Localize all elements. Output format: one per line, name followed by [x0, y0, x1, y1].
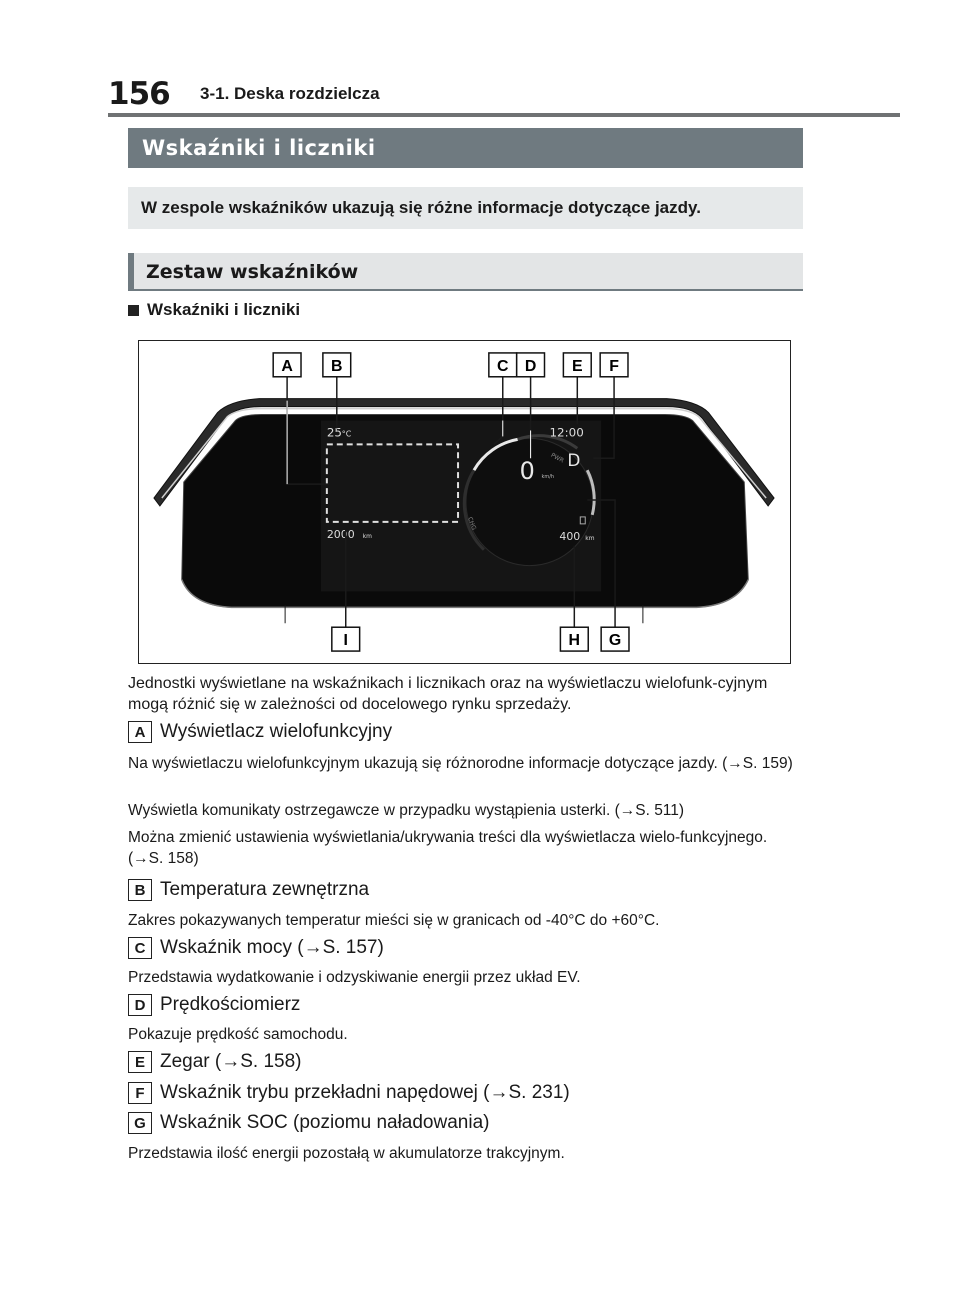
- entry-d-title: Prędkościomierz: [160, 994, 301, 1015]
- page-number: 156: [108, 76, 170, 112]
- outside-temperature: 25: [326, 425, 343, 440]
- entry-b: [128, 879, 369, 901]
- entry-b-title: Temperatura zewnętrzna: [160, 879, 370, 900]
- item-heading-label: Wskaźniki i liczniki: [147, 300, 301, 319]
- entry-a: [128, 721, 392, 743]
- letter-e-box: E: [128, 1051, 152, 1073]
- desc-g: Przedstawia ilość energii pozostałą w akumulatorze trakcyjnym.: [128, 1145, 565, 1162]
- pwr-label: PWR: [549, 451, 565, 465]
- callout-f: F: [609, 357, 619, 375]
- desc-d: Pokazuje prędkość samochodu.: [128, 1026, 348, 1043]
- desc-c: Przedstawia wydatkowanie i odzyskiwanie energii przez układ EV.: [128, 969, 581, 986]
- desc-a3: Można zmienić ustawienia wyświetlania/ukrywania treści dla wyświetlacza wielo-funkcyjnego. (→S. 158): [128, 829, 768, 867]
- entry-f: [128, 1082, 570, 1104]
- callout-c: C: [497, 357, 509, 375]
- intro-text: W zespole wskaźników ukazują się różne informacje dotyczące jazdy.: [128, 187, 803, 229]
- speed-value: 0: [519, 457, 535, 486]
- header-divider: [108, 113, 900, 117]
- odometer-unit: km: [362, 532, 372, 540]
- letter-f-box: F: [128, 1082, 152, 1104]
- chg-label: CHG: [466, 516, 478, 532]
- letter-g-box: G: [128, 1112, 152, 1134]
- entry-d: [128, 994, 300, 1016]
- range-unit: km: [585, 534, 595, 542]
- item-heading: [128, 300, 300, 320]
- figure-caption: Jednostki wyświetlane na wskaźnikach i licznikach oraz na wyświetlaczu wielofunk-cyjnym mogą różnić się w zależności od docelowego rynku sprzedaży.: [128, 675, 768, 713]
- letter-a-box: A: [128, 721, 152, 743]
- temperature-unit: °C: [341, 429, 352, 439]
- desc-a1: Na wyświetlaczu wielofunkcyjnym ukazują się różnorodne informacje dotyczące jazdy. (→S. 159): [128, 755, 793, 772]
- callout-e: E: [571, 357, 583, 375]
- callout-g: G: [608, 632, 622, 650]
- gear-indicator: D: [567, 450, 581, 471]
- section-heading: 3-1. Deska rozdzielcza: [200, 84, 380, 103]
- entry-c-title: Wskaźnik mocy (→S. 157): [160, 937, 384, 958]
- entry-f-title: Wskaźnik trybu przekładni napędowej (→S. 231): [160, 1082, 570, 1103]
- speed-unit: km/h: [541, 474, 555, 481]
- odometer-value: 2000: [326, 527, 355, 541]
- desc-b: Zakres pokazywanych temperatur mieści się w granicach od -40°C do +60°C.: [128, 912, 660, 929]
- entry-g-title: Wskaźnik SOC (poziomu naładowania): [160, 1112, 490, 1133]
- entry-c: [128, 937, 384, 959]
- instrument-cluster-illustration: [139, 341, 790, 663]
- letter-c-box: C: [128, 937, 152, 959]
- clock: 12:00: [549, 425, 584, 440]
- callout-d: D: [524, 357, 537, 375]
- subsection-title: Zestaw wskaźników: [128, 253, 803, 291]
- callout-i: I: [343, 632, 348, 650]
- letter-b-box: B: [128, 879, 152, 901]
- entry-a-title: Wyświetlacz wielofunkcyjny: [160, 721, 393, 742]
- square-bullet-icon: [128, 305, 139, 316]
- range-value: 400: [559, 529, 581, 543]
- callout-h: H: [568, 632, 581, 650]
- instrument-cluster-figure: [138, 340, 791, 664]
- callout-a: A: [281, 357, 293, 375]
- callout-b: B: [331, 357, 343, 375]
- entry-g: [128, 1112, 489, 1134]
- page-title: Wskaźniki i liczniki: [128, 128, 803, 168]
- letter-d-box: D: [128, 994, 152, 1016]
- desc-a2: Wyświetla komunikaty ostrzegawcze w przypadku wystąpienia usterki. (→S. 511): [128, 802, 685, 819]
- entry-e-title: Zegar (→S. 158): [160, 1051, 302, 1072]
- entry-e: [128, 1051, 302, 1073]
